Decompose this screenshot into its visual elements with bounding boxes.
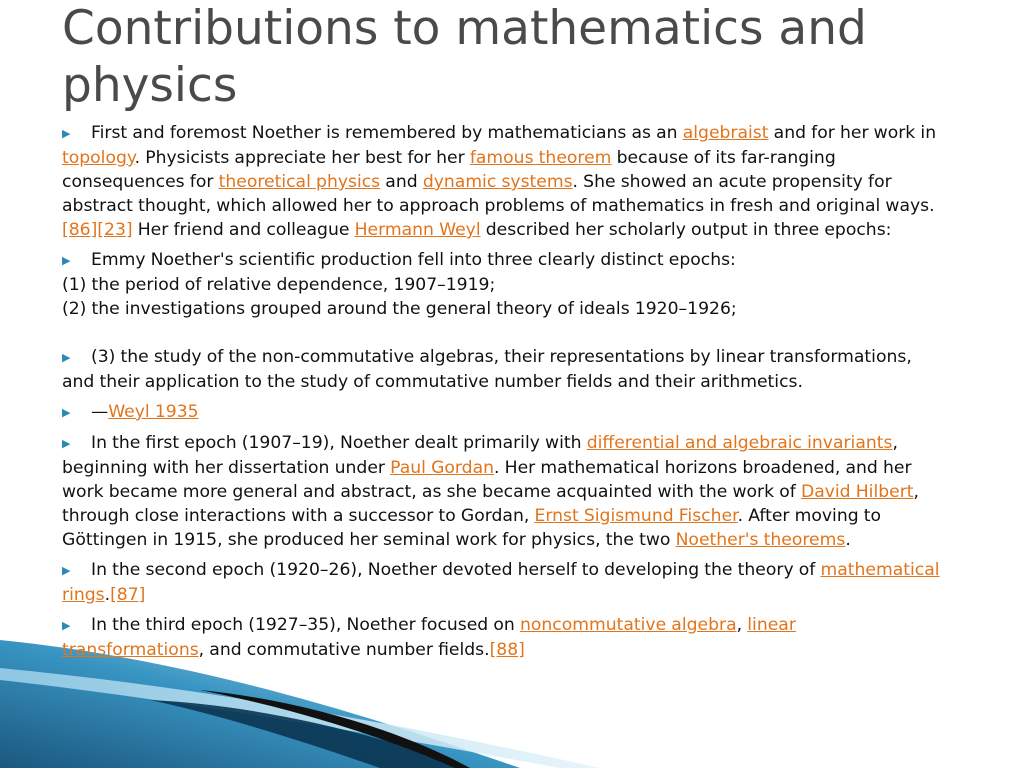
- text-run: . After moving to Göttingen in 1915, she produced her seminal work for physics, the two: [62, 506, 882, 550]
- bullet-paragraph-3: [62, 345, 942, 394]
- slide-body: [62, 121, 942, 668]
- spacer: [62, 327, 942, 345]
- triangle-bullet-icon: ▶: [62, 351, 71, 364]
- em-dash: —: [91, 402, 109, 422]
- triangle-bullet-icon: ▶: [62, 437, 71, 450]
- text-run: and for her work in: [768, 123, 937, 143]
- text-run: Her friend and colleague: [132, 220, 355, 240]
- text-run: , through close interactions with a successor to Gordan,: [62, 482, 919, 526]
- link-theoretical-physics[interactable]: theoretical physics: [218, 172, 381, 192]
- link-noncommutative-algebra[interactable]: noncommutative algebra: [519, 615, 737, 635]
- text-run: In the third epoch (1927–35), Noether focused on: [91, 615, 520, 635]
- link-noethers-theorems[interactable]: Noether's theorems: [675, 530, 846, 550]
- bullet-paragraph-2: [62, 248, 942, 321]
- citation-link-88[interactable]: [88]: [489, 640, 525, 660]
- text-run: ,: [736, 615, 748, 635]
- citation-link-23[interactable]: [23]: [97, 220, 133, 240]
- bullet-paragraph-7: [62, 613, 942, 662]
- slide-title: Contributions to mathematics and physics: [62, 1, 867, 113]
- text-run: In the first epoch (1907–19), Noether dealt primarily with: [91, 433, 587, 453]
- citation-link-87[interactable]: [87]: [110, 585, 146, 605]
- link-weyl-1935[interactable]: Weyl 1935: [108, 402, 199, 422]
- link-famous-theorem[interactable]: famous theorem: [469, 148, 612, 168]
- text-run: .: [104, 585, 111, 605]
- text-run: described her scholarly output in three epochs:: [480, 220, 892, 240]
- bullet-paragraph-5: [62, 431, 942, 552]
- bullet-paragraph-1: [62, 121, 942, 242]
- text-run: , and commutative number fields.: [198, 640, 490, 660]
- text-run: In the second epoch (1920–26), Noether devoted herself to developing the theory of: [91, 560, 821, 580]
- link-algebraist[interactable]: algebraist: [682, 123, 769, 143]
- link-paul-gordan[interactable]: Paul Gordan: [390, 458, 495, 478]
- triangle-bullet-icon: ▶: [62, 564, 71, 577]
- bullet-paragraph-4: [62, 400, 942, 425]
- text-run: and: [380, 172, 423, 192]
- text-run: (1) the period of relative dependence, 1907–1919;: [62, 275, 496, 295]
- triangle-bullet-icon: ▶: [62, 127, 71, 140]
- text-run: .: [845, 530, 851, 550]
- link-ernst-sigismund-fischer[interactable]: Ernst Sigismund Fischer: [534, 506, 738, 526]
- bullet-paragraph-6: [62, 558, 942, 607]
- link-differential-algebraic-invariants[interactable]: differential and algebraic invariants: [586, 433, 893, 453]
- triangle-bullet-icon: ▶: [62, 619, 71, 632]
- link-dynamic-systems[interactable]: dynamic systems: [422, 172, 573, 192]
- text-run: . She showed an acute propensity for abstract thought, which allowed her to approach problems of mathematics in fresh and original ways.: [62, 172, 935, 216]
- triangle-bullet-icon: ▶: [62, 254, 71, 267]
- link-hermann-weyl[interactable]: Hermann Weyl: [354, 220, 481, 240]
- text-run: (3) the study of the non-commutative algebras, their representations by linear transformations, and their application to the study of commutative number fields and their arithmetics.: [62, 347, 912, 392]
- link-topology[interactable]: topology: [62, 148, 135, 168]
- link-mathematical-rings[interactable]: mathematical rings: [62, 560, 940, 605]
- link-david-hilbert[interactable]: David Hilbert: [800, 482, 914, 502]
- text-run: . Her mathematical horizons broadened, and her work became more general and abstract, as she became acquainted with the work of: [62, 458, 912, 502]
- text-run: . Physicists appreciate her best for her: [134, 148, 470, 168]
- text-run: Emmy Noether's scientific production fell into three clearly distinct epochs:: [91, 250, 736, 270]
- text-run: (2) the investigations grouped around the general theory of ideals 1920–1926;: [62, 299, 737, 319]
- text-run: because of its far-ranging consequences for: [62, 148, 836, 192]
- text-run: , beginning with her dissertation under: [62, 433, 898, 478]
- triangle-bullet-icon: ▶: [62, 406, 71, 419]
- text-run: First and foremost Noether is remembered by mathematicians as an: [91, 123, 683, 143]
- link-linear-transformations[interactable]: linear transformations: [62, 615, 796, 660]
- citation-link-86[interactable]: [86]: [62, 220, 98, 240]
